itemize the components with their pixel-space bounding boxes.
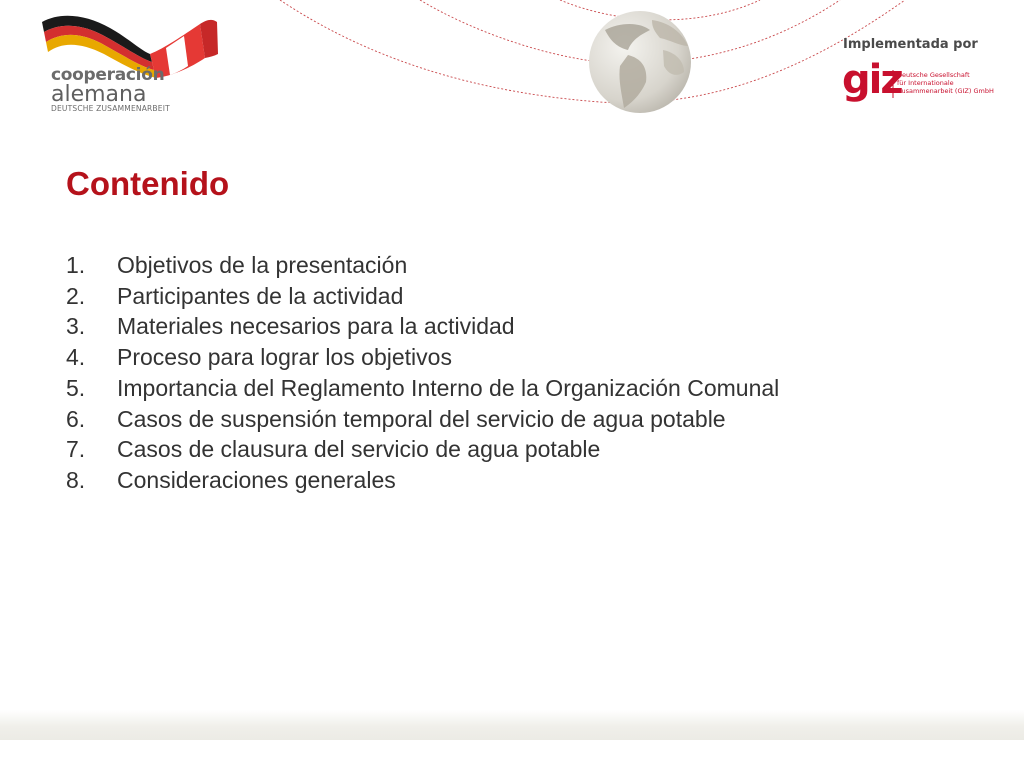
giz-logo-description (897, 71, 1017, 95)
list-item (66, 373, 779, 404)
footer-band (0, 710, 1024, 740)
list-item-number: 4. (66, 344, 86, 371)
list-item-text: Objetivos de la presentación (117, 252, 408, 278)
list-item (66, 311, 779, 342)
contents-list (66, 250, 779, 496)
giz-desc-line: Zusammenarbeit (GIZ) GmbH (897, 87, 994, 95)
list-item (66, 434, 779, 465)
slide-title: Contenido (66, 165, 230, 202)
list-item-text: Casos de clausura del servicio de agua potable (117, 436, 601, 463)
cooperacion-alemana-logo-line2: alemana (51, 82, 147, 107)
list-item-number: 2. (66, 282, 86, 309)
giz-desc-line: Deutsche Gesellschaft (897, 71, 970, 79)
list-item (66, 281, 779, 312)
list-item-text: Proceso para lograr los objetivos (117, 344, 452, 371)
list-item (66, 250, 779, 281)
list-item-number: 8. (66, 466, 86, 493)
list-item-number: 7. (66, 436, 86, 463)
implementada-por-label: Implementada por (843, 37, 978, 52)
cooperacion-alemana-logo-line1: cooperación (51, 65, 165, 85)
list-item (66, 342, 779, 373)
list-item-text: Consideraciones generales (117, 466, 396, 493)
giz-desc-line: für Internationale (897, 79, 954, 87)
giz-logo: giz (842, 57, 902, 103)
list-item-text: Casos de suspensión temporal del servicio de agua potable (117, 405, 726, 432)
list-item (66, 404, 779, 435)
list-item-number: 5. (66, 374, 86, 401)
list-item-number: 6. (66, 405, 86, 432)
list-item-text: Materiales necesarios para la actividad (117, 313, 515, 340)
globe-icon (589, 11, 691, 113)
list-item-text: Importancia del Reglamento Interno de la Organización Comunal (117, 374, 780, 401)
list-item (66, 465, 779, 496)
list-item-number: 3. (66, 313, 86, 340)
cooperacion-alemana-logo-line3: DEUTSCHE ZUSAMMENARBEIT (51, 104, 170, 113)
list-item-number: 1. (66, 252, 86, 278)
list-item-text: Participantes de la actividad (117, 282, 404, 309)
